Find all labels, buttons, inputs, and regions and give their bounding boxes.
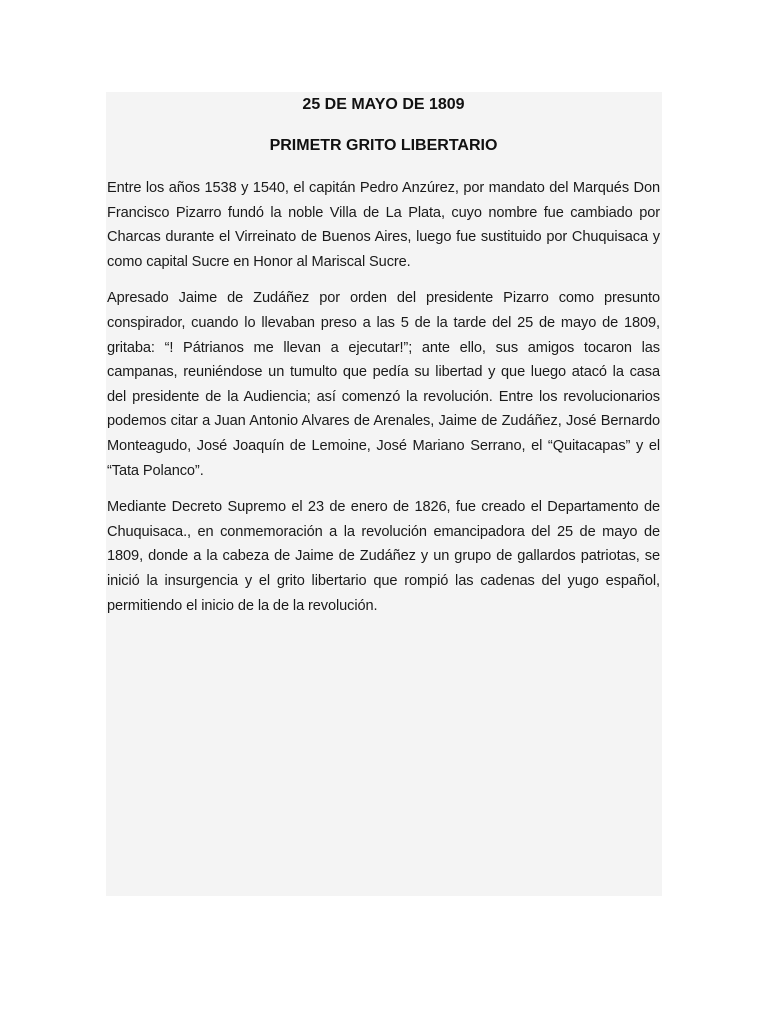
document-title: 25 DE MAYO DE 1809 [302,96,465,113]
document-body [107,176,660,630]
document-page [106,92,662,896]
paragraph-1: Entre los años 1538 y 1540, el capitán Pedro Anzúrez, por mandato del Marqués Don Francisco Pizarro fundó la noble Villa de La Plata, cuyo nombre fue cambiado por Charcas durante el Virreinato de Buenos Aires, luego fue sustituido por Chuquisaca y como capital Sucre en Honor al Mariscal Sucre. [107,180,660,270]
paragraph-3: Mediante Decreto Supremo el 23 de enero de 1826, fue creado el Departamento de Chuquisaca., en conmemoración a la revolución emancipadora del 25 de mayo de 1809, donde a la cabeza de Jaime de Zudáñez y un grupo de gallardos patriotas, se inició la insurgencia y el grito libertario que rompió las cadenas del yugo español, permitiendo el inicio de la de la revolución. [107,499,660,614]
document-subtitle: PRIMETR GRITO LIBERTARIO [269,137,498,154]
paragraph-2: Apresado Jaime de Zudáñez por orden del presidente Pizarro como presunto conspirador, cuando lo llevaban preso a las 5 de la tarde del 25 de mayo de 1809, gritaba: “! Pátrianos me llevan a ejecutar!”; ante ello, sus amigos tocaron las campanas, reuniéndose un tumulto que pedía su libertad y que luego atacó la casa del presidente de la Audiencia; así comenzó la revolución. Entre los revolucionarios podemos citar a Juan Antonio Alvares de Arenales, Jaime de Zudáñez, José Bernardo Monteagudo, José Joaquín de Lemoine, José Mariano Serrano, el “Quitacapas” y el “Tata Polanco”. [107,290,660,479]
